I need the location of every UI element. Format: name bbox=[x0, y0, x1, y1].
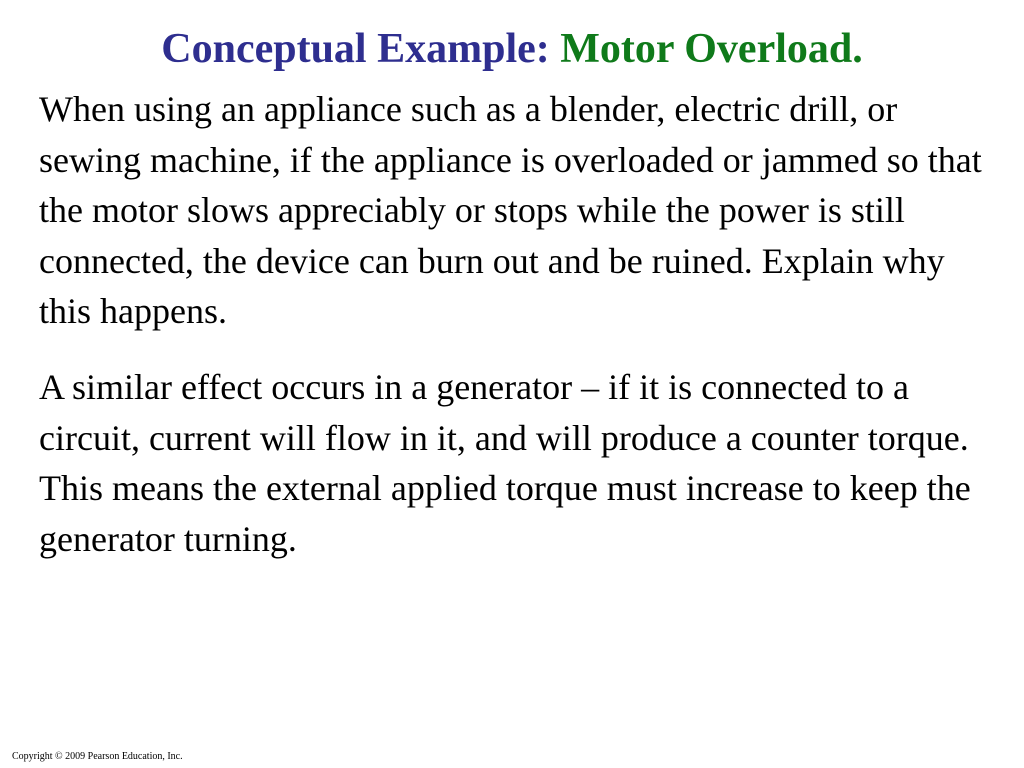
generator-paragraph: A similar effect occurs in a generator – if it is connected to a circuit, current will flow in it, and will produce a counter torque. This means the external applied torque must increase to keep the generator turning. bbox=[39, 367, 971, 559]
title-prefix: Conceptual Example: bbox=[161, 26, 561, 72]
question-paragraph: When using an appliance such as a blender, electric drill, or sewing machine, if the appliance is overloaded or jammed so that the motor slows appreciably or stops while the power is still connected, the device can burn out and be ruined. Explain why this happens. bbox=[39, 89, 982, 331]
copyright-notice: Copyright © 2009 Pearson Education, Inc. bbox=[12, 751, 183, 762]
title-topic: Motor Overload. bbox=[560, 26, 863, 72]
slide-title bbox=[0, 24, 1024, 74]
